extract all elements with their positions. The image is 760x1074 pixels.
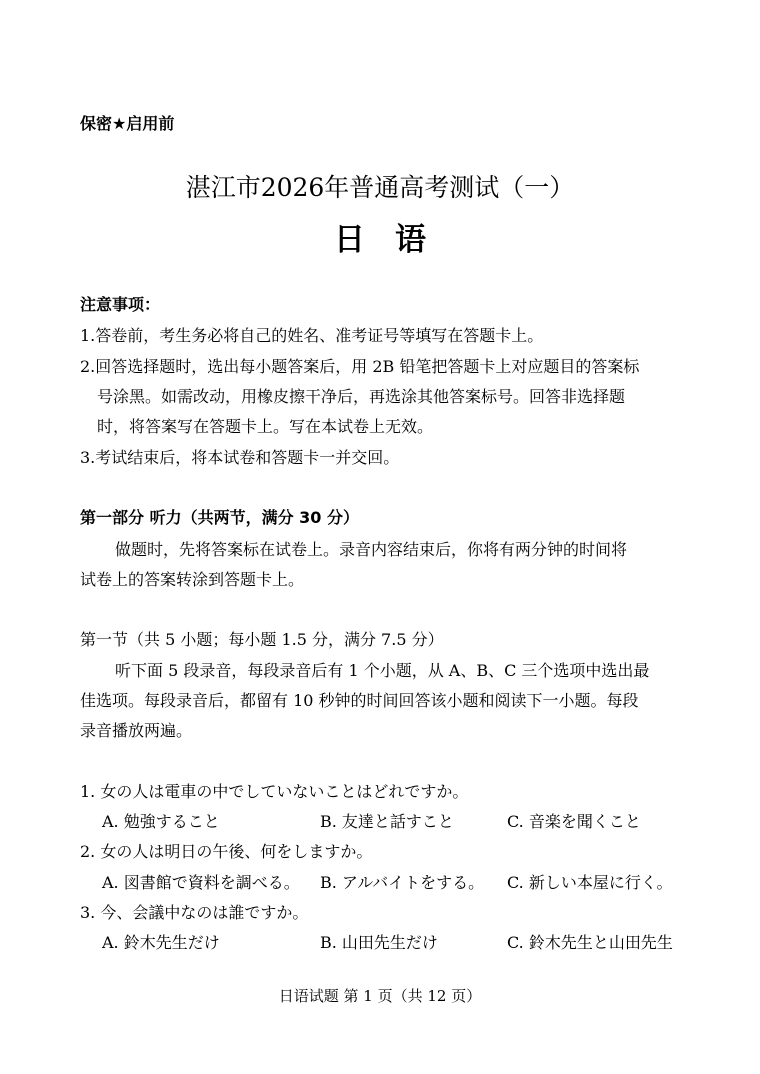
exam-title: 湛江市2026年普通高考测试（一） bbox=[185, 173, 575, 202]
question-1-text: 1. 女の人は電車の中でしていないことはどれですか。 bbox=[80, 782, 469, 801]
part1-heading: 第一部分 听力（共两节，满分 30 分） bbox=[80, 508, 359, 527]
part1-intro-line: 试卷上的答案转涂到答题卡上。 bbox=[80, 570, 305, 589]
notice-line: 2.回答选择题时，选出每小题答案后，用 2B 铅笔把答题卡上对应题目的答案标 bbox=[80, 357, 640, 376]
question-3-text: 3. 今、会議中なのは誰ですか。 bbox=[80, 903, 309, 922]
question-1-option-b: B. 友達と話すこと bbox=[320, 812, 454, 831]
notice-line: 1.答卷前，考生务必将自己的姓名、准考证号等填写在答题卡上。 bbox=[80, 326, 544, 345]
confidential-label: 保密★启用前 bbox=[80, 114, 175, 133]
notice-line: 时，将答案写在答题卡上。写在本试卷上无效。 bbox=[97, 417, 434, 436]
question-2-text: 2. 女の人は明日の午後、何をしますか。 bbox=[80, 842, 373, 861]
notice-line: 号涂黑。如需改动，用橡皮擦干净后，再选涂其他答案标号。回答非选择题 bbox=[97, 387, 626, 406]
section1-intro-line: 佳选项。每段录音后，都留有 10 秒钟的时间回答该小题和阅读下一小题。每段 bbox=[80, 691, 639, 710]
question-1-option-a: A. 勉強すること bbox=[102, 812, 220, 831]
notice-heading: 注意事项： bbox=[80, 295, 161, 314]
question-2-option-c: C. 新しい本屋に行く。 bbox=[507, 873, 673, 892]
question-3-option-c: C. 鈴木先生と山田先生 bbox=[507, 933, 673, 952]
section1-intro-line: 录音播放两遍。 bbox=[80, 721, 193, 740]
question-3-option-b: B. 山田先生だけ bbox=[320, 933, 438, 952]
question-2-option-b: B. アルバイトをする。 bbox=[320, 873, 485, 892]
question-2-option-a: A. 図書館で資料を調べる。 bbox=[102, 873, 300, 892]
page-footer: 日语试题 第 1 页（共 12 页） bbox=[278, 987, 482, 1005]
section1-intro-line: 听下面 5 段录音，每段录音后有 1 个小题，从 A、B、C 三个选项中选出最 bbox=[115, 661, 650, 680]
question-3-option-a: A. 鈴木先生だけ bbox=[102, 933, 220, 952]
section1-heading: 第一节（共 5 小题；每小题 1.5 分，满分 7.5 分） bbox=[80, 630, 444, 649]
part1-intro-line: 做题时，先将答案标在试卷上。录音内容结束后，你将有两分钟的时间将 bbox=[115, 540, 628, 559]
question-1-option-c: C. 音楽を聞くこと bbox=[507, 812, 641, 831]
subject-title: 日语 bbox=[334, 222, 456, 258]
notice-line: 3.考试结束后，将本试卷和答题卡一并交回。 bbox=[80, 448, 400, 467]
